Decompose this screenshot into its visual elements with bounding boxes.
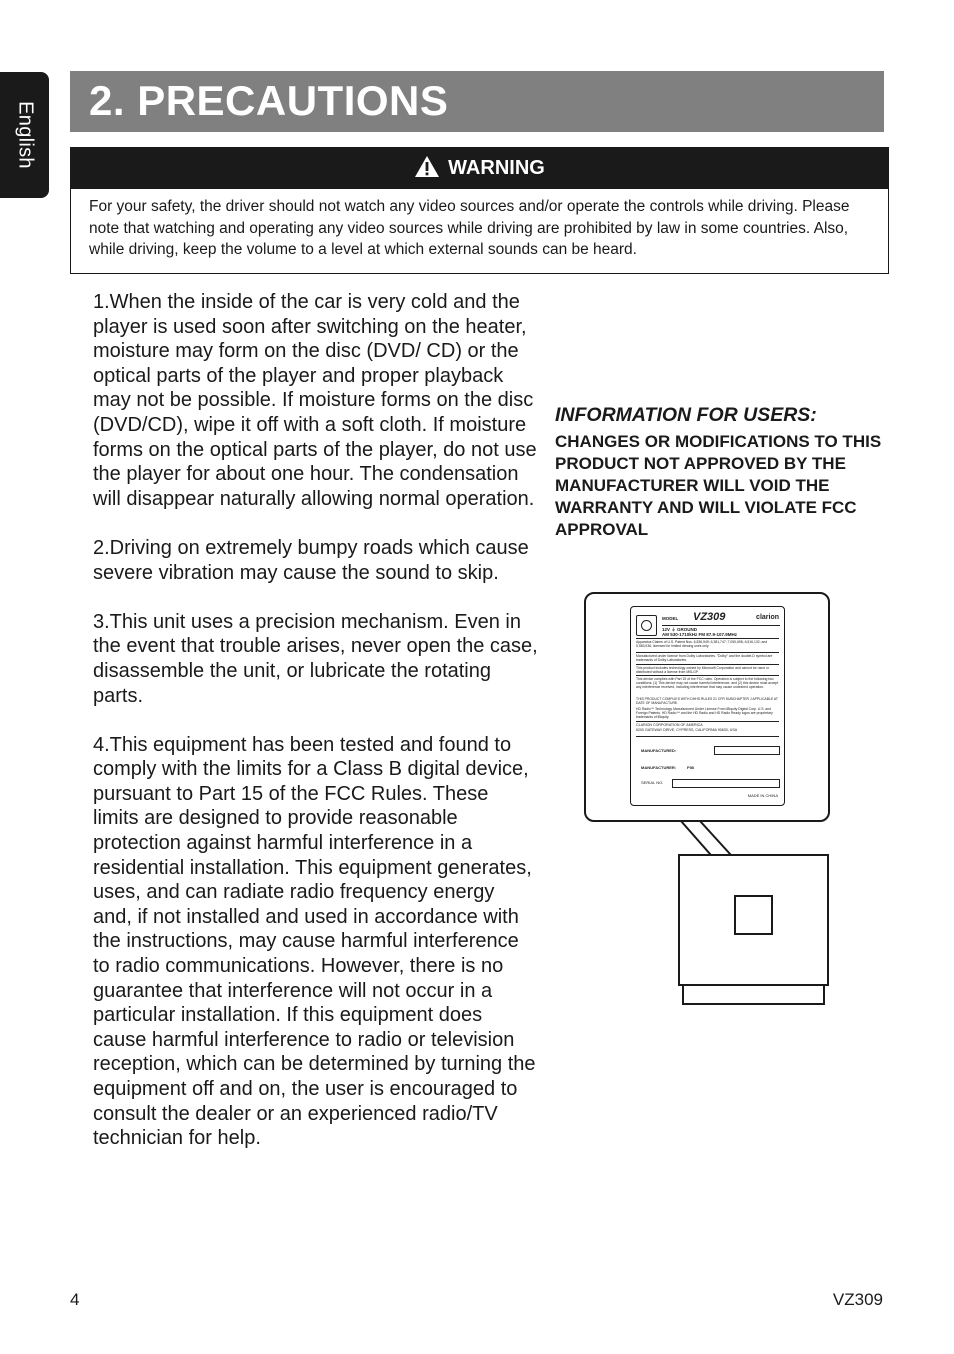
- precaution-item-2: 2.Driving on extremely bumpy roads which cause severe vibration may cause the sound to skip.: [93, 536, 529, 584]
- warning-label: WARNING: [448, 157, 545, 179]
- label-power: 12V ⏚ GROUND: [662, 627, 698, 632]
- page-title: 2. PRECAUTIONS: [89, 77, 449, 124]
- label-serial: SERIAL NO.: [641, 780, 664, 785]
- precaution-item-3: 3.This unit uses a precision mechanism. Even in the event that trouble arises, never open the case, disassemble the unit, or lubricate the rotating parts.: [93, 610, 538, 707]
- page-number: 4: [70, 1290, 80, 1309]
- info-body: CHANGES OR MODIFICATIONS TO THIS PRODUCT NOT APPROVED BY THE MANUFACTURER WILL VOID THE WARRANTY AND WILL VIOLATE FCC APPROVAL: [555, 432, 882, 539]
- info-title: INFORMATION FOR USERS:: [555, 404, 817, 426]
- label-origin: MADE IN CHINA: [747, 793, 778, 798]
- label-dhhs: THIS PRODUCT COMPLIES WITH DHHS RULES 21 CFR SUBCHAPTER J APPLICABLE AT DATE OF MANUFACTURE.: [636, 697, 778, 706]
- label-dolby: Manufactured under license from Dolby Laboratories. "Dolby" and the double-D symbol are trademarks of Dolby Laboratories.: [636, 654, 773, 663]
- footer-model: VZ309: [832, 1290, 883, 1309]
- label-model-caption: MODEL: [662, 616, 679, 621]
- label-address-line-1: CLARION CORPORATION OF AMERICA: [636, 723, 703, 727]
- unit-illustration-base: [682, 986, 825, 1005]
- fcc-logo-icon: [636, 615, 657, 636]
- product-label: [630, 606, 785, 806]
- warning-text: For your safety, the driver should not watch any video sources and/or operate the controls while driving. Please note that watching and operating any video sources while driving are prohibited by law in some countries. Also, while driving, keep the volume to a level at which external sounds can be heard.: [89, 198, 850, 258]
- unit-label-location: [734, 895, 773, 935]
- label-hd-radio: HD Radio™ Technology Manufactured Under License From iBiquity Digital Corp. U.S. and Foreign Patents. HD Radio™ and the HD Radio and HD Radio Ready logos are proprietary trademarks of iBiquity.: [636, 707, 773, 720]
- language-tab-label: English: [14, 101, 36, 169]
- label-fcc-statement: This device complies with Part 15 of the FCC rules. Operation is subject to the following two conditions: (1) This device may not cause harmful interference, and (2) this device must accept any interference received, including interference that may cause undesired operation.: [636, 677, 779, 690]
- precaution-item-1: 1.When the inside of the car is very cold and the player is used soon after switching on the heater, moisture may form on the disc (DVD/ CD) or the optical parts of the player and proper playback may not be possible. If moisture forms on the disc (DVD/CD), wipe it off with a soft cloth. If moisture forms on the optical parts of the player, do not use the player for about one hour. The condensation will disappear naturally allowing normal operation.: [93, 291, 537, 510]
- label-microsoft: This product includes technology owned by Microsoft Corporation and cannot be used or distributed without a license from MSLGP.: [636, 666, 769, 675]
- precaution-item-4: 4.This equipment has been tested and found to comply with the limits for a Class B digital device, pursuant to Part 15 of the FCC Rules. These limits are designed to provide reasonable protection against harmful interference in a residential installation. This equipment generates, uses, and can radiate radio frequency energy and, if not installed and used in accordance with the instructions, may cause harmful interference to radio communications. However, there is no guarantee that interference will not occur in a particular installation. If this equipment does cause harmful interference to radio or television reception, which can be determined by turning the equipment off and on, the user is encouraged to consult the dealer or an experienced radio/TV technician for help.: [93, 733, 536, 1150]
- label-address-line-2: 6200 GATEWAY DRIVE, CYPRESS, CALIFORNIA 90630, USA: [636, 728, 738, 732]
- label-manufacturer-value: F98: [687, 765, 694, 770]
- label-patents: Apparatus Claims of U.S. Patent Nos. 6,836,549; 6,381,747; 7,050,698; 6,516,132; and 5,583,936, licensed for limited viewing uses only.: [636, 640, 768, 649]
- label-model: VZ309: [693, 611, 726, 623]
- label-brand: clarion: [756, 614, 779, 621]
- label-manufactured: MANUFACTURED:: [641, 748, 677, 753]
- label-manufacturer: MANUFACTURER:: [641, 765, 677, 770]
- label-bands: AM 530-1710kHz FM 87.9-107.9MHz: [662, 632, 738, 637]
